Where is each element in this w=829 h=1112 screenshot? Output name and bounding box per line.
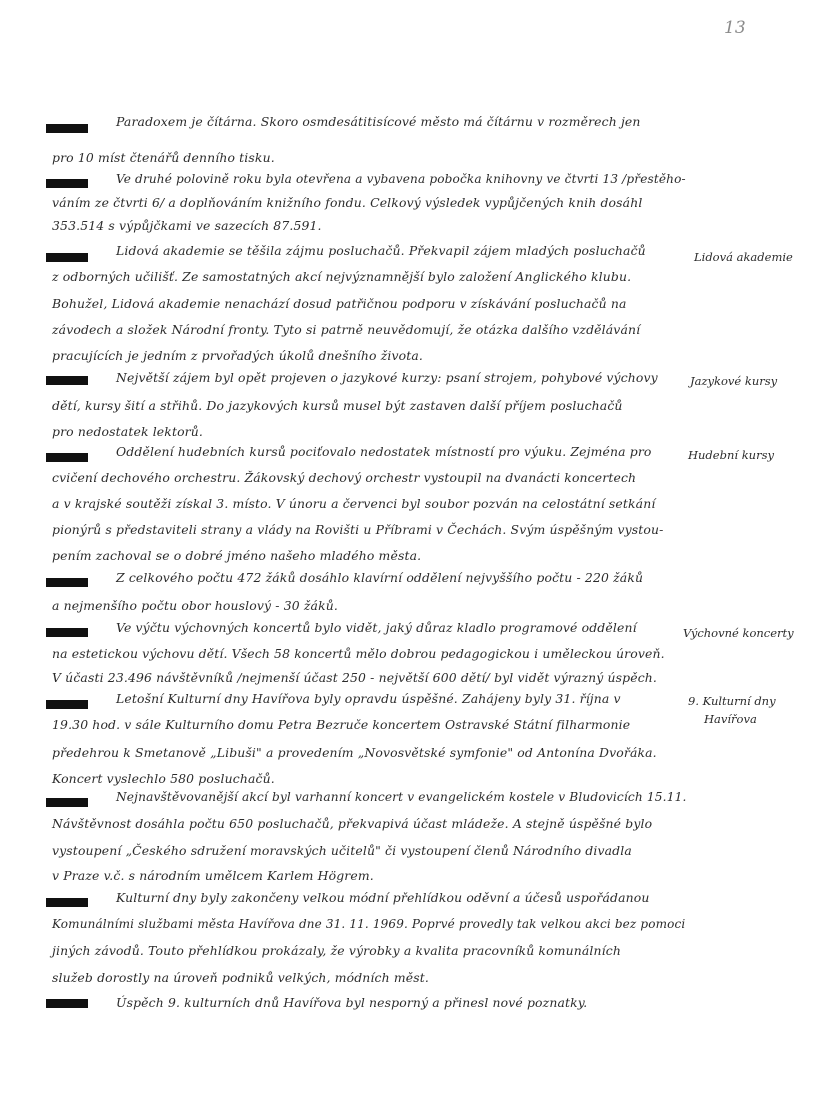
text-line: z odborných učilišť. Ze samostatných akcí nejvýznamnější bylo založení Anglického klubu. bbox=[52, 269, 632, 284]
paragraph-marker bbox=[46, 179, 88, 188]
text-line: 19.30 hod. v sále Kulturního domu Petra Bezruče koncertem Ostravské Státní filharmonie bbox=[52, 717, 631, 732]
text-line: Kulturní dny byly zakončeny velkou módní přehlídkou oděvní a účesů uspořádanou bbox=[116, 890, 650, 905]
paragraph-marker bbox=[46, 124, 88, 133]
text-line: pracujících je jedním z prvořadých úkolů dnešního života. bbox=[52, 348, 424, 363]
text-line: Lidová akademie se těšila zájmu posluchačů. Překvapil zájem mladých posluchačů bbox=[116, 243, 646, 258]
paragraph-marker bbox=[46, 628, 88, 637]
margin-note: Výchovné koncerty bbox=[683, 626, 794, 640]
text-line: v Praze v.č. s národním umělcem Karlem Högrem. bbox=[52, 868, 374, 883]
text-line: pením zachoval se o dobré jméno našeho mladého města. bbox=[52, 548, 422, 563]
text-line: Největší zájem byl opět projeven o jazykové kurzy: psaní strojem, pohybové výchovy bbox=[116, 370, 658, 385]
text-line: a v krajské soutěži získal 3. místo. V únoru a červenci byl soubor pozván na celostátní setkání bbox=[52, 496, 656, 511]
text-line: Koncert vyslechlo 580 posluchačů. bbox=[52, 771, 275, 786]
paragraph-marker bbox=[46, 376, 88, 385]
text-line: Úspěch 9. kulturních dnů Havířova byl nesporný a přinesl nové poznatky. bbox=[116, 995, 588, 1010]
text-line: pro 10 míst čtenářů denního tisku. bbox=[52, 150, 275, 165]
margin-note: Hudební kursy bbox=[688, 448, 774, 462]
text-line: Návštěvnost dosáhla počtu 650 posluchačů, překvapivá účast mládeže. A stejně úspěšné bylo bbox=[52, 816, 653, 831]
text-line: Oddělení hudebních kursů pociťovalo nedostatek místností pro výuku. Zejména pro bbox=[116, 444, 652, 459]
text-line: Nejnavštěvovanější akcí byl varhanní koncert v evangelickém kostele v Bludovicích 15.11. bbox=[116, 789, 687, 804]
text-line: Komunálními službami města Havířova dne 31. 11. 1969. Poprvé provedly tak velkou akci bez pomoci bbox=[52, 916, 686, 931]
paragraph-marker bbox=[46, 453, 88, 462]
text-line: Ve druhé polovině roku byla otevřena a vybavena pobočka knihovny ve čtvrti 13 /přestěho- bbox=[116, 171, 686, 186]
text-line: předehrou k Smetanově „Libuši" a provedením „Novosvětské symfonie" od Antonína Dvořáka. bbox=[52, 745, 657, 760]
paragraph-marker bbox=[46, 798, 88, 807]
text-line: služeb dorostly na úroveň podniků velkých, módních měst. bbox=[52, 970, 429, 985]
text-line: V účasti 23.496 návštěvníků /nejmenší účast 250 - největší 600 dětí/ byl vidět výrazný úspěch. bbox=[52, 670, 658, 685]
text-line: Z celkového počtu 472 žáků dosáhlo klavírní oddělení nejvyššího počtu - 220 žáků bbox=[116, 570, 644, 585]
margin-note: Jazykové kursy bbox=[690, 374, 778, 388]
text-line: závodech a složek Národní fronty. Tyto si patrně neuvědomují, že otázka dalšího vzdělávání bbox=[52, 322, 641, 337]
text-line: Ve výčtu výchovných koncertů bylo vidět, jaký důraz kladlo programové oddělení bbox=[116, 620, 637, 635]
paragraph-marker bbox=[46, 898, 88, 907]
paragraph-marker bbox=[46, 700, 88, 709]
text-line: 353.514 s výpůjčkami ve sazecích 87.591. bbox=[52, 218, 322, 233]
paragraph-marker bbox=[46, 253, 88, 262]
text-line: vystoupení „Českého sdružení moravských učitelů" či vystoupení členů Národního divadla bbox=[52, 843, 632, 858]
text-line: jiných závodů. Touto přehlídkou prokázaly, že výrobky a kvalita pracovníků komunálních bbox=[52, 943, 621, 958]
text-line: váním ze čtvrti 6/ a doplňováním knižního fondu. Celkový výsledek vypůjčených knih dosáhl bbox=[52, 195, 643, 210]
margin-note: Havířova bbox=[704, 712, 757, 726]
text-line: pionýrů s představiteli strany a vlády na Rovišti u Příbrami v Čechách. Svým úspěšným vystou- bbox=[52, 522, 664, 537]
text-line: dětí, kursy šití a střihů. Do jazykových kursů musel být zastaven další příjem posluchačů bbox=[52, 398, 623, 413]
paragraph-marker bbox=[46, 578, 88, 587]
text-line: Bohužel, Lidová akademie nenachází dosud patřičnou podporu v získávání posluchačů na bbox=[52, 296, 627, 311]
text-line: Paradoxem je čítárna. Skoro osmdesátitisícové město má čítárnu v rozměrech jen bbox=[116, 114, 641, 129]
text-line: a nejmenšího počtu obor houslový - 30 žáků. bbox=[52, 598, 338, 613]
page-number: 13 bbox=[724, 18, 746, 38]
margin-note: 9. Kulturní dny bbox=[688, 694, 776, 708]
text-line: pro nedostatek lektorů. bbox=[52, 424, 203, 439]
text-line: Letošní Kulturní dny Havířova byly opravdu úspěšné. Zahájeny byly 31. října v bbox=[116, 691, 621, 706]
margin-note: Lidová akademie bbox=[694, 250, 793, 264]
text-line: na estetickou výchovu dětí. Všech 58 koncertů mělo dobrou pedagogickou i uměleckou úroveň. bbox=[52, 646, 665, 661]
text-line: cvičení dechového orchestru. Žákovský dechový orchestr vystoupil na dvanácti koncertech bbox=[52, 470, 637, 485]
paragraph-marker bbox=[46, 999, 88, 1008]
